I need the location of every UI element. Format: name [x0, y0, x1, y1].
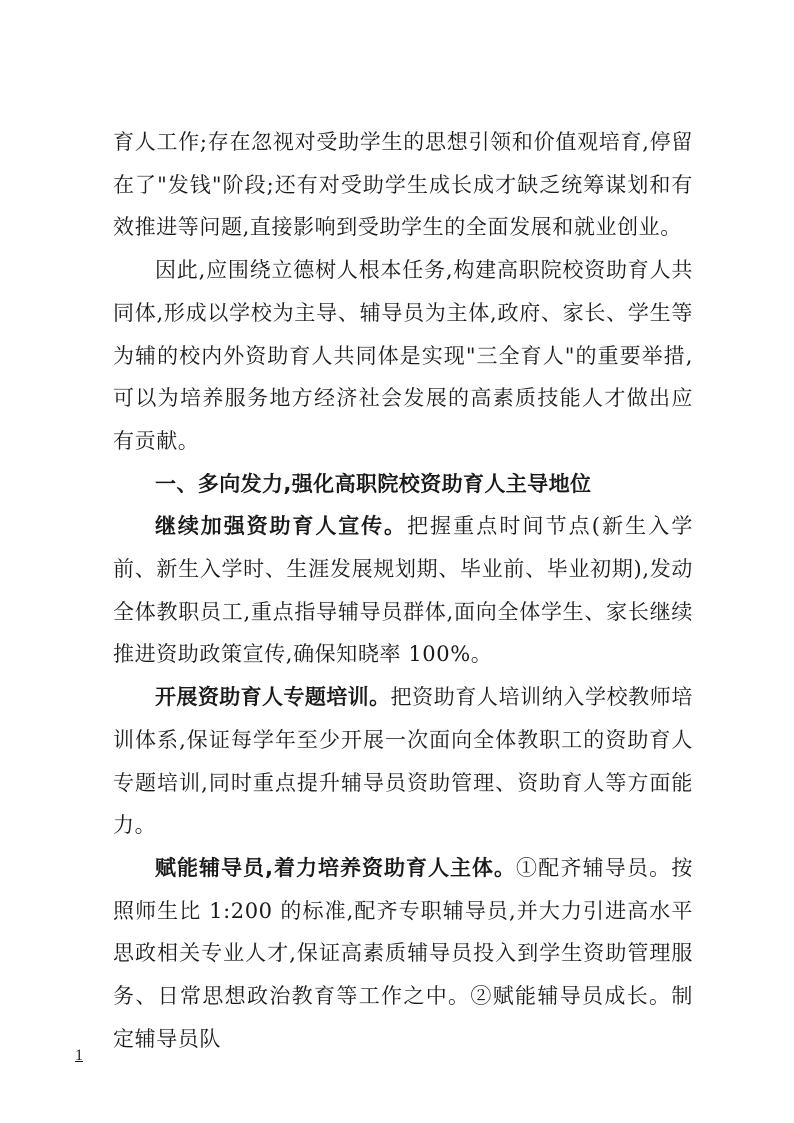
paragraph-training: [113, 676, 693, 847]
paragraph-continuation: 育人工作;存在忽视对受助学生的思想引领和价值观培育,停留在了"发钱"阶段;还有对受助学生成长成才缺乏统筹谋划和有效推进等问题,直接影响到受助学生的全面发展和就业创业。: [113, 130, 693, 240]
paragraph-text-counselor: ①配齐辅导员。按照师生比 1:200 的标准,配齐专职辅导员,并大力引进高水平思政相关专业人才,保证高素质辅导员投入到学生资助管理服务、日常思想政治教育等工作之中。②赋能辅导员成长。制定辅导员队: [113, 855, 693, 1051]
page-number: 1: [75, 1047, 83, 1064]
document-body: [113, 121, 693, 1060]
paragraph-lead-publicity: 继续加强资助育人宣传。: [155, 514, 407, 539]
paragraph-text-publicity: 把握重点时间节点(新生入学前、新生入学时、生涯发展规划期、毕业前、毕业初期),发动全体教职员工,重点指导辅导员群体,面向全体学生、家长继续推进资助政策宣传,确保知晓率 100%。: [113, 514, 693, 667]
paragraph-text-training: 把资助育人培训纳入学校教师培训体系,保证每学年至少开展一次面向全体教职工的资助育人专题培训,同时重点提升辅导员资助管理、资助育人等方面能力。: [113, 685, 694, 838]
paragraph-publicity: [113, 505, 693, 676]
section-heading: 一、多向发力,强化高职院校资助育人主导地位: [155, 471, 592, 496]
paragraph-lead-training: 开展资助育人专题培训。: [155, 685, 391, 710]
paragraph-counselor: [113, 847, 693, 1061]
paragraph-therefore: 因此,应围绕立德树人根本任务,构建高职院校资助育人共同体,形成以学校为主导、辅导员为主体,政府、家长、学生等为辅的校内外资助育人共同体是实现"三全育人"的重要举措,可以为培养服务地方经济社会发展的高素质技能人才做出应有贡献。: [113, 258, 693, 453]
paragraph-lead-counselor: 赋能辅导员,着力培养资助育人主体。: [155, 855, 516, 880]
